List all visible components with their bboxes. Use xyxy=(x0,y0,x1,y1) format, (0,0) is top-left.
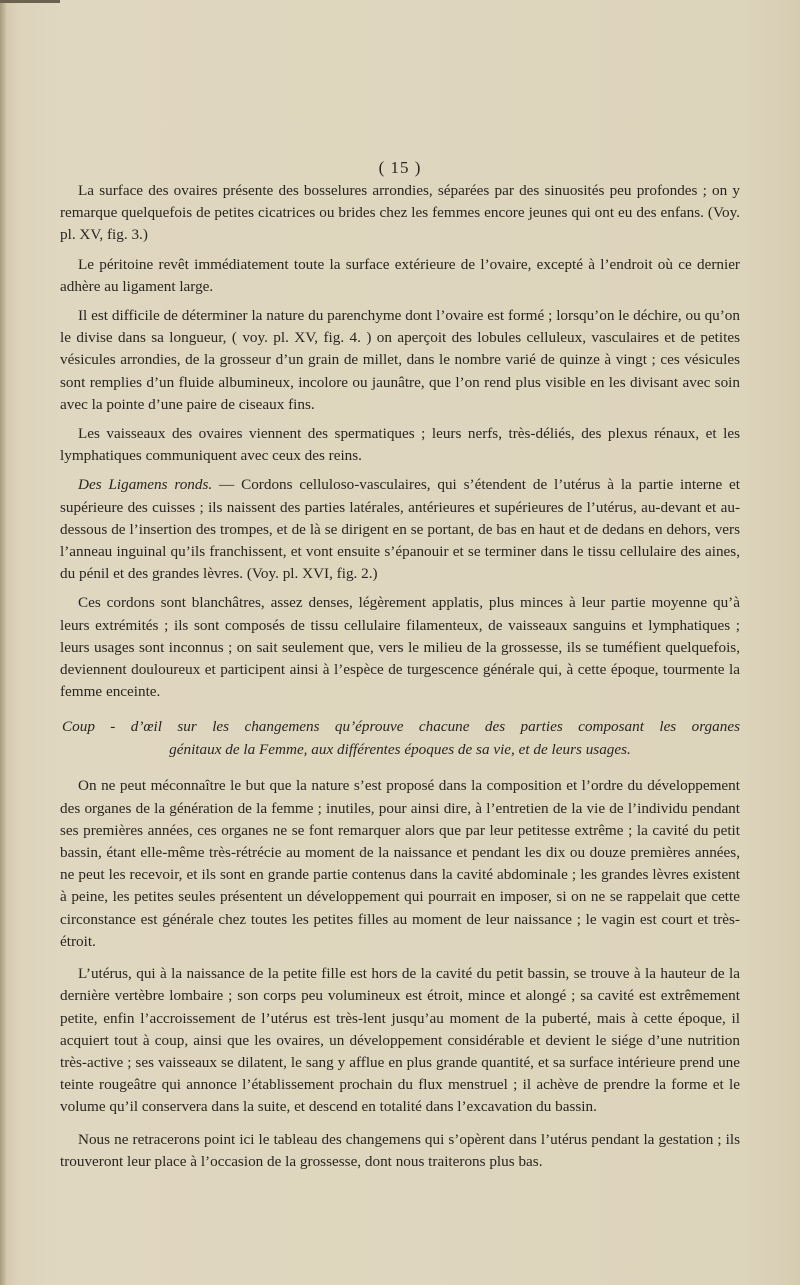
binding-edge xyxy=(0,0,6,1285)
paragraph-round-ligaments xyxy=(60,474,740,585)
paragraph-development: On ne peut méconnaître le but que la nature s’est proposé dans la composition et l’ordre du développement des organes de la génération de la femme ; inutiles, pour ainsi dire, à l’entretien de la vie de l’individu pendant ses premières années, ces organes ne se font remarquer alors que par leur petitesse extrême ; la cavité du petit bassin, étant elle-même très-rétrécie au moment de la naissance et pendant les dix ou douze premières années, ne peut les recevoir, et ils sont en grande partie contenus dans la cavité abdominale ; les grandes lèvres existent à peine, les petites seules présentent un développement qui pourrait en imposer, si on ne se rappelait que cette circonstance est générale chez toutes les petites filles au moment de leur naissance ; le vagin est court et très-étroit. xyxy=(60,777,740,950)
paragraph-parenchyma: Il est difficile de déterminer la nature du parenchyme dont l’ovaire est formé ; lorsqu’on le déchire, ou qu’on le divise dans sa longueur, ( voy. pl. XV, fig. 4. ) on aperçoit des lobules celluleux, vasculaires et de petites vésicules arrondies, de la grosseur d’un grain de millet, dans le nombre varié de quinze à vingt ; ces vésicules sont remplies d’un fluide albumineux, incolore ou jaunâtre, que l’on rend plus visible en les divisant avec soin avec la pointe d’une paire de ciseaux fins. xyxy=(60,307,740,413)
top-edge-mark xyxy=(0,0,60,3)
paragraph-cords: Ces cordons sont blanchâtres, assez denses, légèrement applatis, plus minces à leur partie moyenne qu’à leurs extrémités ; ils sont composés de tissu cellulaire filamenteux, de vaisseaux sanguins et lymphatiques ; leurs usages sont inconnus ; on sait seulement que, vers le milieu de la grossesse, ils se tuméfient quelquefois, deviennent douloureux et participent ainsi à l’espèce de turgescence générale qui, à cette époque, tourmente la femme enceinte. xyxy=(60,594,740,701)
round-ligaments-heading: Des Ligamens ronds. xyxy=(78,476,213,494)
section-title-line-1: Coup - d’œil sur les changemens qu’éprouve chacune des parties composant les organes xyxy=(62,718,740,736)
paragraph-uterus: L’utérus, qui à la naissance de la petite fille est hors de la cavité du petit bassin, se trouve à la hauteur de la dernière vertèbre lombaire ; son corps peu volumineux est étroit, mince et alongé ; sa cavité est extrêmement petite, enfin l’accroissement de l’utérus est très-lent jusqu’au moment de la puberté, mais à cette époque, il acquiert tout à coup, ainsi que les ovaires, un développement considérable et devient le siége d’une nutrition très-active ; ses vaisseaux se dilatent, le sang y afflue en plus grande quantité, et sa surface intérieure prend une teinte rougeâtre qui annonce l’établissement prochain du flux menstruel ; il achève de prendre la forme et le volume qu’il conservera dans la suite, et descend en totalité dans l’excavation du bassin. xyxy=(60,965,740,1116)
body-text xyxy=(60,180,740,1180)
page-number: ( 15 ) xyxy=(378,158,422,177)
paragraph-ovary-surface: La surface des ovaires présente des bosselures arrondies, séparées par des sinuosités peu profondes ; on y remarque quelquefois de petites cicatrices ou brides chez les femmes encore jeunes qui ont eu des enfans. (Voy. pl. XV, fig. 3.) xyxy=(60,182,740,244)
section-title-line-2: génitaux de la Femme, aux différentes époques de sa vie, et de leurs usages. xyxy=(169,741,631,759)
round-ligaments-text: — Cordons celluloso-vasculaires, qui s’étendent de l’utérus à la partie interne et supérieure des cuisses ; ils naissent des parties latérales, antérieures et supérieures de l’utérus, au-devant et au-dessous de l’insertion des trompes, et de là se dirigent en se portant, de bas en haut et de dedans en dehors, vers l’anneau inguinal qu’ils franchissent, et vont ensuite s’épanouir et se terminer dans le tissu cellulaire des aines, du pénil et des grandes lèvres. (Voy. pl. XVI, fig. 2.) xyxy=(60,476,740,583)
paragraph-vessels: Les vaisseaux des ovaires viennent des spermatiques ; leurs nerfs, très-déliés, des plexus rénaux, et les lymphatiques communiquent avec ceux des reins. xyxy=(60,425,740,465)
paragraph-peritoneum: Le péritoine revêt immédiatement toute la surface extérieure de l’ovaire, excepté à l’endroit où ce dernier adhère au ligament large. xyxy=(60,255,740,295)
section-title xyxy=(60,715,740,761)
paragraph-gestation: Nous ne retracerons point ici le tableau des changemens qui s’opèrent dans l’utérus pendant la gestation ; ils trouveront leur place à l’occasion de la grossesse, dont nous traiterons plus bas. xyxy=(60,1130,740,1170)
